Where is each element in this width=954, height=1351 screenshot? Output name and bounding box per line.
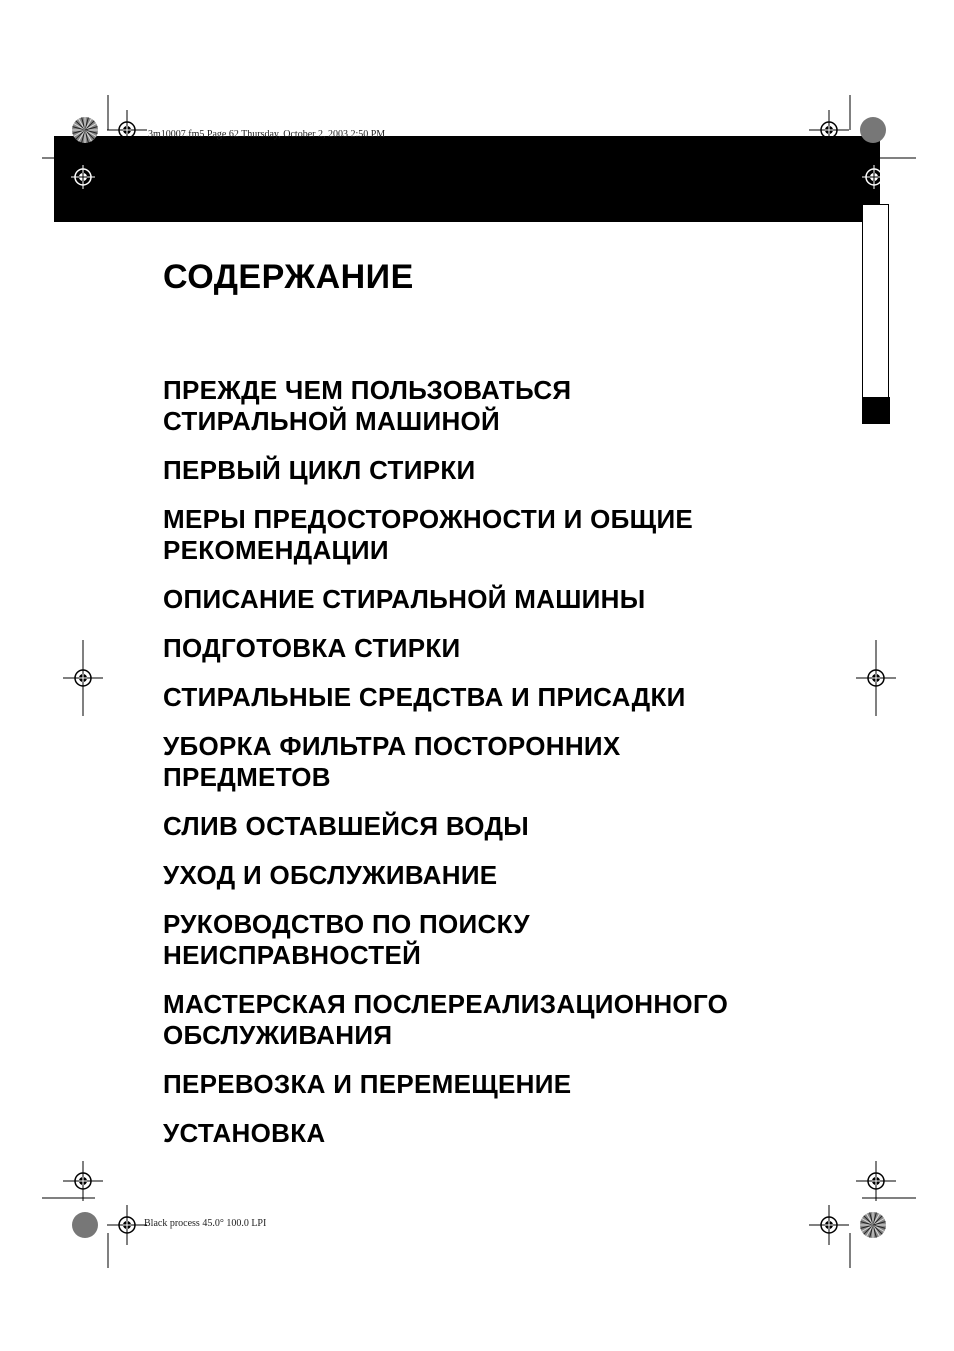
toc-entry-line: РЕКОМЕНДАЦИИ <box>163 535 389 565</box>
grey-circle-icon <box>860 117 886 143</box>
toc-entry-line: СТИРАЛЬНОЙ МАШИНОЙ <box>163 406 501 436</box>
toc-entry-line: УХОД И ОБСЛУЖИВАНИЕ <box>163 860 498 890</box>
toc-entry-line: РУКОВОДСТВО ПО ПОИСКУ <box>163 909 530 939</box>
toc-entry-line: СЛИВ ОСТАВШЕЙСЯ ВОДЫ <box>163 811 530 841</box>
starburst-target-icon <box>72 117 98 143</box>
toc-entry-line: ПЕРЕВОЗКА И ПЕРЕМЕЩЕНИЕ <box>163 1069 572 1099</box>
toc-entry-line: СТИРАЛЬНЫЕ СРЕДСТВА И ПРИСАДКИ <box>163 682 686 712</box>
toc-entry-line: ОБСЛУЖИВАНИЯ <box>163 1020 393 1050</box>
toc-entry-line: УСТАНОВКА <box>163 1118 326 1148</box>
starburst-target-icon <box>860 1212 886 1238</box>
page-title: СОДЕРЖАНИЕ <box>163 258 414 296</box>
toc-entry-line: ОПИСАНИЕ СТИРАЛЬНОЙ МАШИНЫ <box>163 584 646 614</box>
print-slug-top: 3m10007.fm5 Page 62 Thursday, October 2, 2003 2:50 PM <box>148 129 386 140</box>
print-slug-bottom: Black process 45.0° 100.0 LPI <box>144 1218 267 1229</box>
toc-entry-line: ПЕРВЫЙ ЦИКЛ СТИРКИ <box>163 455 476 485</box>
toc-entry-line: МАСТЕРСКАЯ ПОСЛЕРЕАЛИЗАЦИОННОГО <box>163 989 729 1019</box>
toc-entry-line: МЕРЫ ПРЕДОСТОРОЖНОСТИ И ОБЩИЕ <box>163 504 694 534</box>
grey-circle-icon <box>72 1212 98 1238</box>
toc-entry-line: УБОРКА ФИЛЬТРА ПОСТОРОННИХ <box>163 731 621 761</box>
toc-entry-line: ПРЕЖДЕ ЧЕМ ПОЛЬЗОВАТЬСЯ <box>163 375 572 405</box>
toc-entry-line: ПРЕДМЕТОВ <box>163 762 331 792</box>
toc-entry-line: ПОДГОТОВКА СТИРКИ <box>163 633 461 663</box>
toc-entry-line: НЕИСПРАВНОСТЕЙ <box>163 940 422 970</box>
